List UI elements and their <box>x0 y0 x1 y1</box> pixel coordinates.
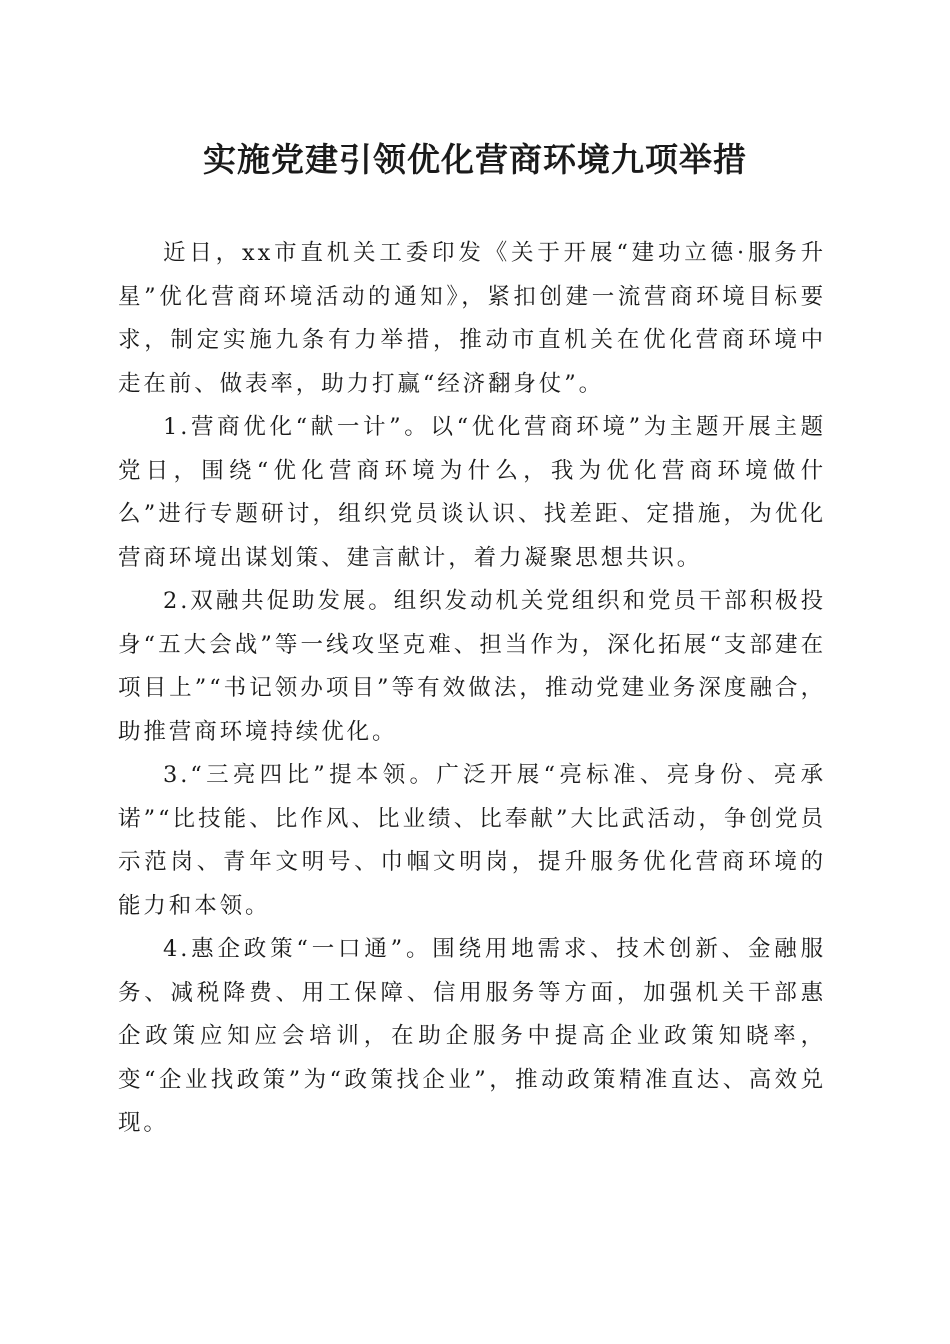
document-title: 实施党建引领优化营商环境九项举措 <box>203 140 747 179</box>
paragraph-intro: 近日，xx市直机关工委印发《关于开展“建功立德·服务升星”优化营商环境活动的通知》，紧扣创建一流营商环境目标要求，制定实施九条有力举措，推动市直机关在优化营商环境中走在前、做表率，助力打赢“经济翻身仗”。 <box>118 240 826 397</box>
document-body <box>118 232 826 1146</box>
paragraph-measure-2: 2.双融共促助发展。组织发动机关党组织和党员干部积极投身“五大会战”等一线攻坚克难、担当作为，深化拓展“支部建在项目上”“书记领办项目”等有效做法，推动党建业务深度融合，助推营商环境持续优化。 <box>118 588 826 745</box>
paragraph-measure-3: 3.“三亮四比”提本领。广泛开展“亮标准、亮身份、亮承诺”“比技能、比作风、比业绩、比奉献”大比武活动，争创党员示范岗、青年文明号、巾帼文明岗，提升服务优化营商环境的能力和本领。 <box>118 762 826 919</box>
paragraph-measure-1: 1.营商优化“献一计”。以“优化营商环境”为主题开展主题党日，围绕“优化营商环境为什么，我为优化营商环境做什么”进行专题研讨，组织党员谈认识、找差距、定措施，为优化营商环境出谋划策、建言献计，着力凝聚思想共识。 <box>118 414 826 571</box>
paragraph-measure-4: 4.惠企政策“一口通”。围绕用地需求、技术创新、金融服务、减税降费、用工保障、信用服务等方面，加强机关干部惠企政策应知应会培训，在助企服务中提高企业政策知晓率，变“企业找政策”为“政策找企业”，推动政策精准直达、高效兑现。 <box>118 936 826 1136</box>
